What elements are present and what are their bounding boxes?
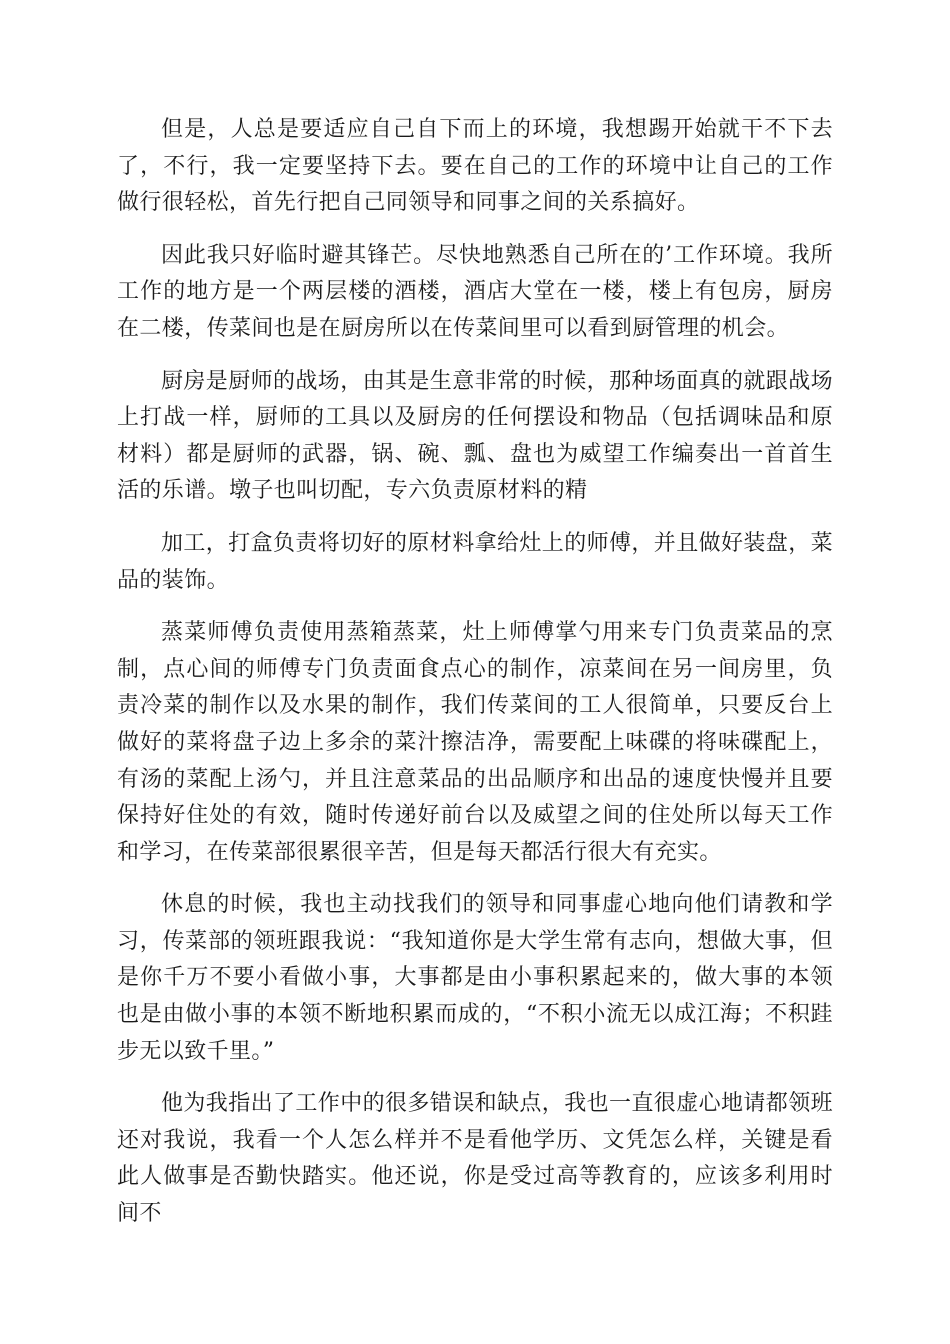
paragraph-2: 因此我只好临时避其锋芒。尽快地熟悉自己所在的’工作环境。我所工作的地方是一个两层楼的酒楼，酒店大堂在一楼，楼上有包房，厨房在二楼，传菜间也是在厨房所以在传菜间里可以看到厨管理的机会。 [117,242,833,341]
document-body [117,112,833,1249]
paragraph-6: 休息的时候，我也主动找我们的领导和同事虚心地向他们请教和学习，传菜部的领班跟我说：“我知道你是大学生常有志向，想做大事，但是你千万不要小看做小事，大事都是由小事积累起来的，做大事的本领也是由做小事的本领不断地积累而成的，“不积小流无以成江海；不积跬步无以致千里。” [117,892,833,1064]
paragraph-5: 蒸菜师傅负责使用蒸箱蒸菜，灶上师傅掌勺用来专门负责菜品的烹制，点心间的师傅专门负责面食点心的制作，凉菜间在另一间房里，负责冷菜的制作以及水果的制作，我们传菜间的工人很简单，只要反台上做好的菜将盘子边上多余的菜汁擦洁净，需要配上味碟的将味碟配上，有汤的菜配上汤勺，并且注意菜品的出品顺序和出品的速度快慢并且要保持好住处的有效，随时传递好前台以及威望之间的住处所以每天工作和学习，在传菜部很累很辛苦，但是每天都活行很大有充实。 [117,620,833,865]
paragraph-1: 但是，人总是要适应自己自下而上的环境，我想踢开始就干不下去了，不行，我一定要坚持下去。要在自己的工作的环境中让自己的工作做行很轻松，首先行把自己同领导和同事之间的关系搞好。 [117,117,833,216]
paragraph-4: 加工，打盒负责将切好的原材料拿给灶上的师傅，并且做好装盘，菜品的装饰。 [117,530,834,593]
paragraph-7: 他为我指出了工作中的很多错误和缺点，我也一直很虚心地请都领班还对我说，我看一个人怎么样并不是看他学历、文凭怎么样，关键是看此人做事是否勤快踏实。他还说，你是受过高等教育的，应该多利用时间不 [117,1091,834,1227]
paragraph-3: 厨房是厨师的战场，由其是生意非常的时候，那种场面真的就跟战场上打战一样，厨师的工具以及厨房的任何摆设和物品（包括调味品和原材料）都是厨师的武器，锅、碗、瓢、盘也为威望工作编奏出一首首生活的乐谱。墩子也叫切配，专六负责原材料的精 [117,368,834,504]
